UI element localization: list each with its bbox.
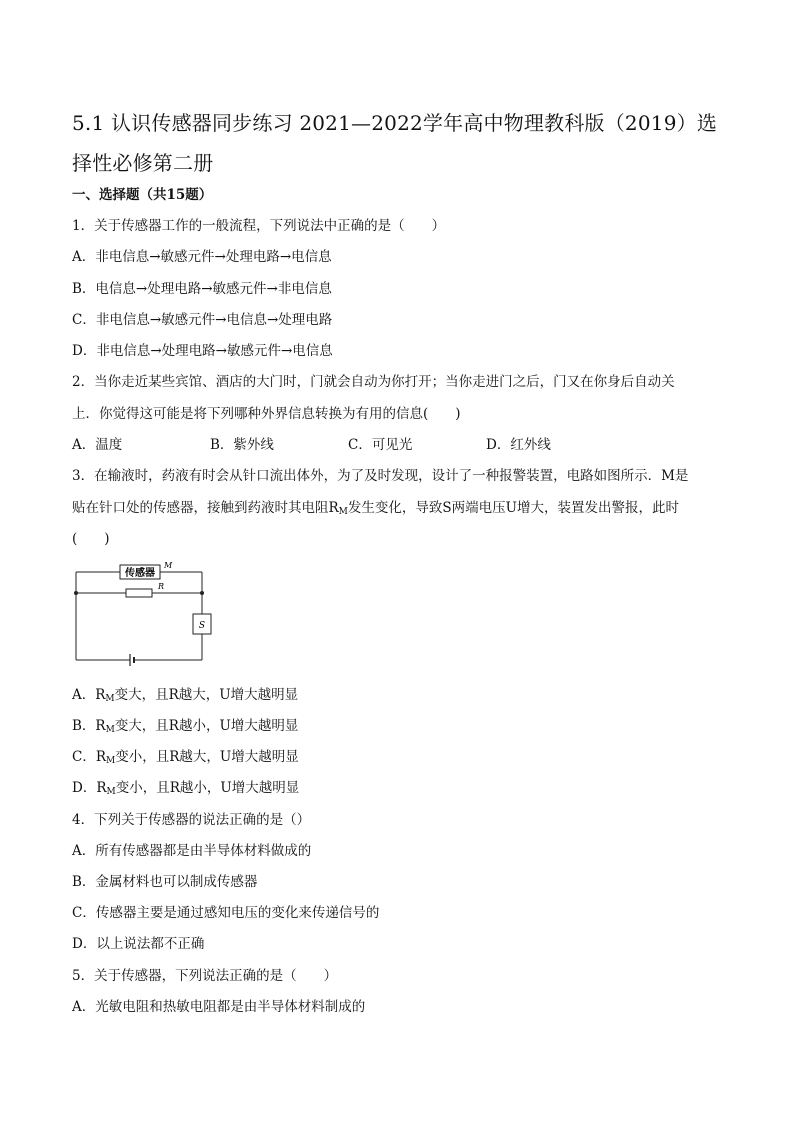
question-1-option-a: A．非电信息→敏感元件→处理电路→电信息 [72, 249, 332, 265]
circuit-diagram [72, 560, 222, 670]
question-1-option-b: B．电信息→处理电路→敏感元件→非电信息 [72, 281, 332, 297]
question-3-option-b: B．$R_M$变大，且R越小，U增大越明显 [72, 718, 299, 735]
question-2-option-a: A．温度 [72, 437, 123, 453]
sensor-label: 传感器 [125, 568, 155, 579]
question-3-stem-line-2: 贴在针口处的传感器，接触到药液时其电阻$R_M$发生变化，导致S两端电压U增大，装置发出警报，此时 [72, 500, 680, 517]
question-2-stem-line-1: 2．当你走近某些宾馆、酒店的大门时，门就会自动为你打开；当你走进门之后，门又在你身后自动关 [72, 374, 675, 390]
question-4-option-b: B．金属材料也可以制成传感器 [72, 874, 258, 890]
question-3-option-a: A．$R_M$变大，且R越大，U增大越明显 [72, 687, 299, 704]
junction-right [200, 591, 204, 595]
question-2-option-b: B．紫外线 [210, 437, 274, 453]
label-r: R [158, 582, 165, 591]
junction-left [74, 591, 78, 595]
question-4-option-d: D．以上说法都不正确 [72, 936, 205, 952]
question-1-option-d: D．非电信息→处理电路→敏感元件→电信息 [72, 343, 333, 359]
question-2-option-d: D．红外线 [486, 437, 551, 453]
question-1-stem: 1．关于传感器工作的一般流程，下列说法中正确的是（ ） [72, 218, 446, 234]
label-m: M [164, 561, 173, 570]
question-4-option-c: C．传感器主要是通过感知电压的变化来传递信号的 [72, 905, 380, 921]
question-2-options [72, 435, 624, 455]
question-2-stem-line-2: 上．你觉得这可能是将下列哪种外界信息转换为有用的信息( ) [72, 406, 461, 422]
question-5-option-a: A．光敏电阻和热敏电阻都是由半导体材料制成的 [72, 999, 366, 1015]
question-3-stem-line-3: ( ) [72, 531, 110, 547]
label-s: S [198, 621, 206, 631]
question-5-stem: 5．关于传感器，下列说法正确的是（ ） [72, 968, 338, 984]
section-heading: 一、选择题（共15题） [72, 187, 213, 203]
question-4-option-a: A．所有传感器都是由半导体材料做成的 [72, 843, 312, 859]
question-1-option-c: C．非电信息→敏感元件→电信息→处理电路 [72, 312, 333, 328]
question-3-stem-line-1: 3．在输液时，药液有时会从针口流出体外，为了及时发现，设计了一种报警装置，电路如图所示．M是 [72, 468, 689, 484]
question-3-option-c: C．$R_M$变小，且R越大，U增大越明显 [72, 749, 299, 766]
question-2-option-c: C．可见光 [348, 437, 413, 453]
question-3-option-d: D．$R_M$变小，且R越小，U增大越明显 [72, 780, 300, 797]
resistor-r [126, 589, 152, 597]
page-title: 5.1 认识传感器同步练习 2021—2022学年高中物理教科版（2019）选择性必修第二册 [72, 111, 718, 175]
question-4-stem: 4．下列关于传感器的说法正确的是（） [72, 812, 311, 828]
